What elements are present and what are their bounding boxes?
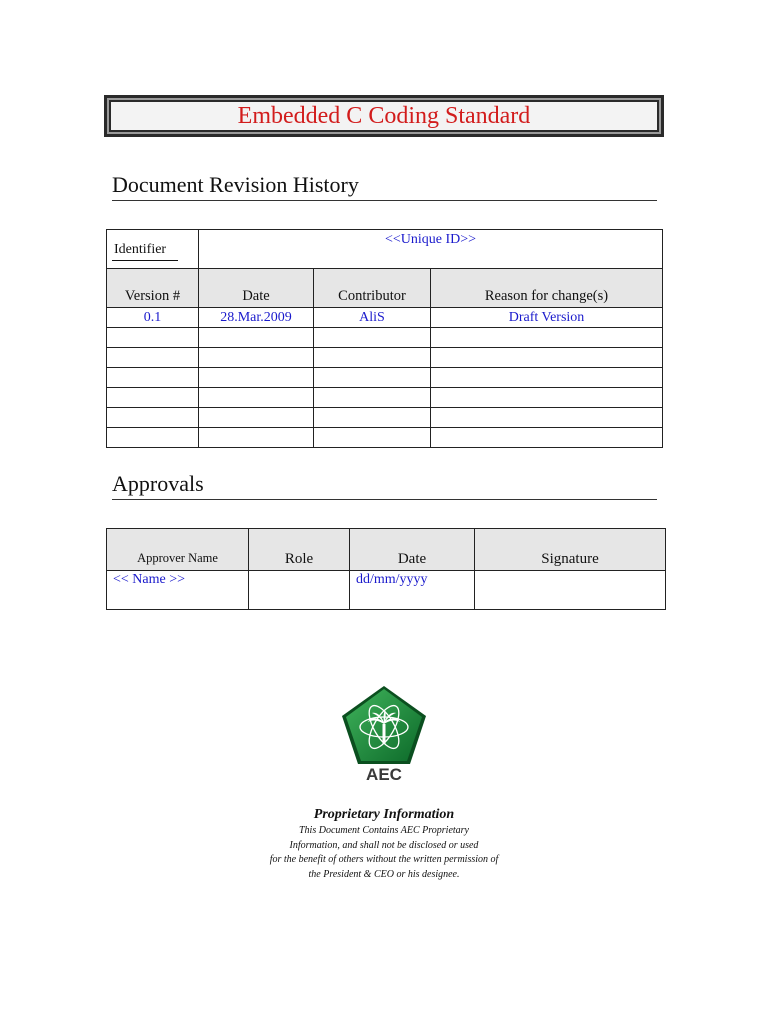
identifier-label: Identifier [112, 242, 178, 261]
cell-contributor[interactable] [314, 408, 431, 428]
table-row [107, 308, 663, 328]
approver-row [107, 571, 666, 610]
cell-role[interactable] [249, 571, 350, 610]
revision-history-table [106, 229, 663, 448]
cell-contributor[interactable] [314, 428, 431, 448]
table-row [107, 368, 663, 388]
aec-palm-pentagon-icon [340, 684, 428, 784]
cell-reason[interactable] [431, 328, 663, 348]
col-header-reason: Reason for change(s) [431, 269, 663, 308]
cell-reason[interactable] [431, 368, 663, 388]
cell-version[interactable] [107, 348, 199, 368]
cell-date[interactable] [199, 368, 314, 388]
cell-reason[interactable] [431, 408, 663, 428]
cell-version[interactable] [107, 368, 199, 388]
cell-date[interactable] [199, 348, 314, 368]
cell-version[interactable] [107, 328, 199, 348]
cell-contributor[interactable] [314, 328, 431, 348]
cell-contributor[interactable] [314, 368, 431, 388]
cell-version[interactable] [107, 388, 199, 408]
proprietary-heading: Proprietary Information [313, 807, 455, 822]
col-header-signature: Signature [475, 529, 666, 571]
table-row [107, 348, 663, 368]
table-row [107, 428, 663, 448]
cell-date[interactable] [199, 428, 314, 448]
col-header-approver-name: Approver Name [107, 529, 249, 571]
cell-approval-date[interactable]: dd/mm/yyyy [350, 571, 475, 610]
col-header-date: Date [350, 529, 475, 571]
proprietary-notice [210, 806, 558, 882]
cell-date[interactable] [199, 388, 314, 408]
identifier-row [107, 230, 663, 269]
document-title: Embedded C Coding Standard [237, 102, 531, 129]
aec-logo [340, 684, 428, 784]
proprietary-line: Information, and shall not be disclosed or used [289, 839, 479, 851]
cell-reason[interactable] [431, 428, 663, 448]
table-row [107, 328, 663, 348]
revision-history-heading: Document Revision History [112, 172, 657, 201]
col-header-contributor: Contributor [314, 269, 431, 308]
logo-text: AEC [366, 765, 402, 784]
cell-reason[interactable]: Draft Version [431, 308, 663, 328]
approvals-heading: Approvals [112, 471, 657, 500]
cell-date[interactable]: 28.Mar.2009 [199, 308, 314, 328]
cell-version[interactable]: 0.1 [107, 308, 199, 328]
proprietary-line: for the benefit of others without the written permission of [269, 854, 499, 865]
col-header-version: Version # [107, 269, 199, 308]
cell-date[interactable] [199, 328, 314, 348]
cell-approver-name[interactable]: << Name >> [107, 571, 249, 610]
cell-contributor[interactable] [314, 388, 431, 408]
revision-header-row [107, 269, 663, 308]
col-header-role: Role [249, 529, 350, 571]
table-row [107, 388, 663, 408]
cell-version[interactable] [107, 408, 199, 428]
approvals-table [106, 528, 666, 610]
table-row [107, 408, 663, 428]
cell-reason[interactable] [431, 348, 663, 368]
cell-contributor[interactable]: AliS [314, 308, 431, 328]
cell-date[interactable] [199, 408, 314, 428]
document-title-box [104, 95, 664, 137]
identifier-label-cell [107, 230, 199, 269]
proprietary-line: the President & CEO or his designee. [308, 868, 460, 880]
cell-contributor[interactable] [314, 348, 431, 368]
proprietary-line: This Document Contains AEC Proprietary [299, 825, 469, 836]
cell-signature[interactable] [475, 571, 666, 610]
identifier-value[interactable]: <<Unique ID>> [199, 230, 663, 269]
col-header-date: Date [199, 269, 314, 308]
cell-reason[interactable] [431, 388, 663, 408]
approvals-header-row [107, 529, 666, 571]
cell-version[interactable] [107, 428, 199, 448]
